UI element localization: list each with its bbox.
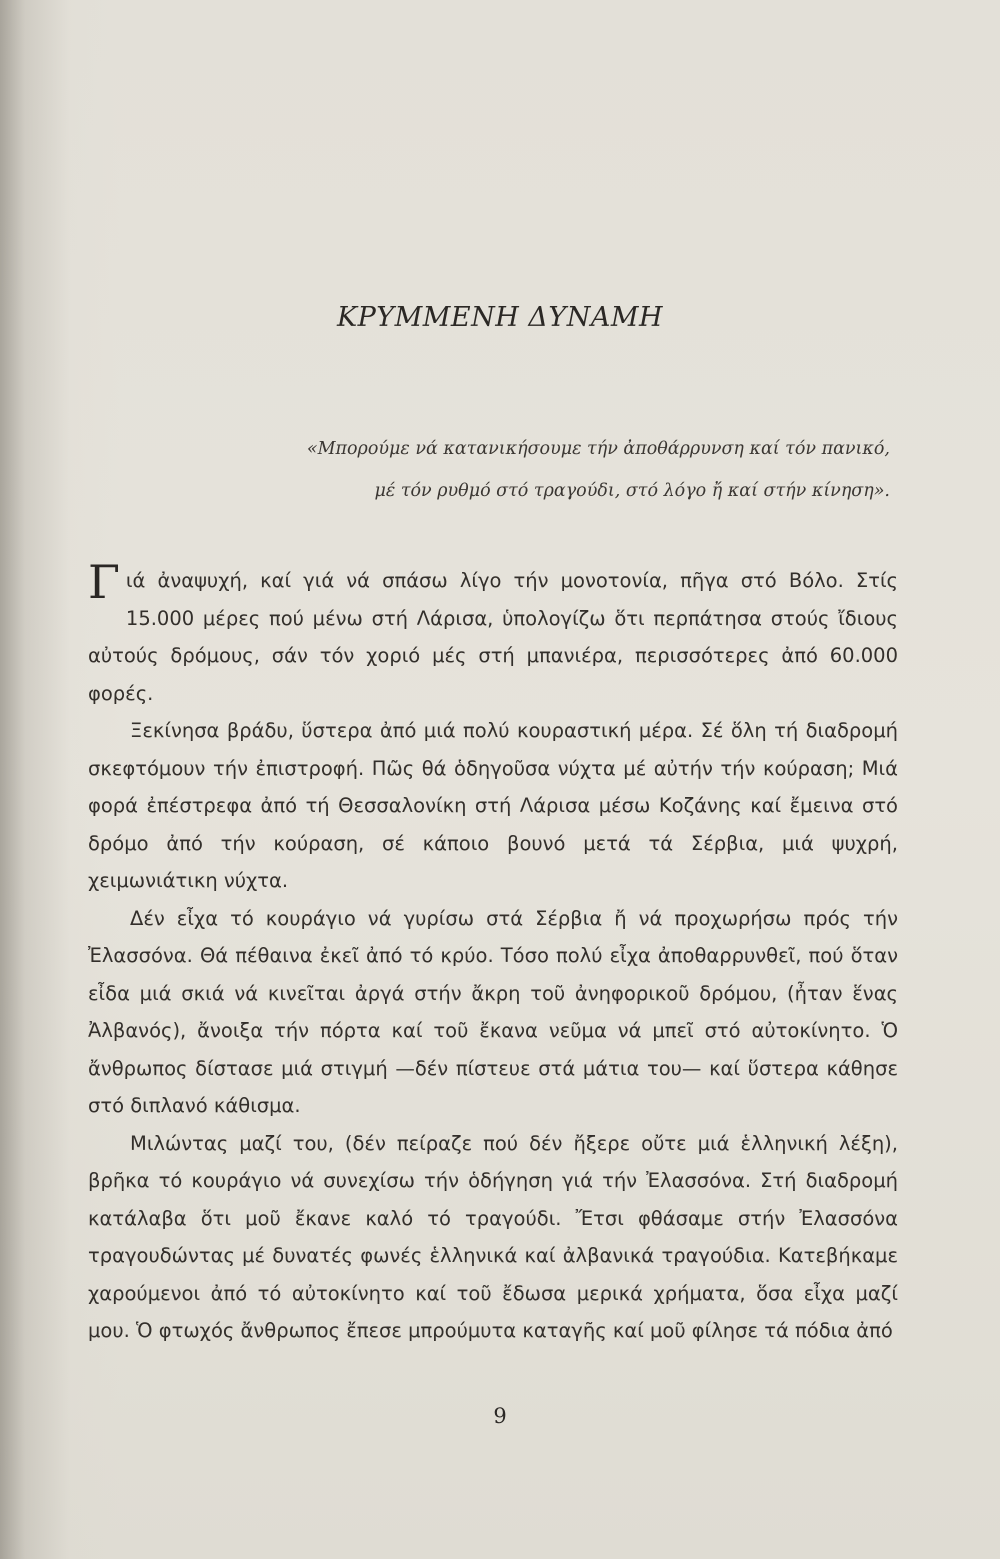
paragraph-1 (88, 555, 898, 712)
chapter-title: ΚΡΥΜΜΕΝΗ ΔΥΝΑΜΗ (336, 302, 664, 333)
paragraph-2: Ξεκίνησα βράδυ, ὕστερα ἀπό μιά πολύ κουραστική μέρα. Σέ ὅλη τή διαδρομή σκεφτόμουν τήν ἐπιστροφή. Πῶς θά ὁδηγοῦσα νύχτα μέ αὐτήν τήν κούραση; Μιά φορά ἐπέστρεφα ἀπό τή Θεσσαλονίκη στή Λάρισα μέσω Κοζάνης καί ἔμεινα στό δρόμο ἀπό τήν κούραση, σέ κάποιο βουνό μετά τά Σέρβια, μιά ψυχρή, χειμωνιάτικη νύχτα. (88, 719, 898, 892)
paragraph-3: Δέν εἶχα τό κουράγιο νά γυρίσω στά Σέρβια ἤ νά προχωρήσω πρός τήν Ἐλασσόνα. Θά πέθαινα ἐκεῖ ἀπό τό κρύο. Τόσο πολύ εἶχα ἀποθαρρυνθεῖ, πού ὅταν εἶδα μιά σκιά νά κινεῖται ἀργά στήν ἄκρη τοῦ ἀνηφορικοῦ δρόμου, (ἦταν ἕνας Ἀλβανός), ἄνοιξα τήν πόρτα καί τοῦ ἔκανα νεῦμα νά μπεῖ στό αὐτοκίνητο. Ὁ ἄνθρωπος δίστασε μιά στιγμή —δέν πίστευε στά μάτια του— καί ὕστερα κάθησε στό διπλανό κάθισμα. (88, 906, 898, 1117)
page-number: 9 (493, 1404, 507, 1428)
paragraph-4: Μιλώντας μαζί του, (δέν πείραζε πού δέν ἤξερε οὔτε μιά ἑλληνική λέξη), βρῆκα τό κουράγιο νά συνεχίσω τήν ὁδήγηση γιά τήν Ἐλασσόνα. Στή διαδρομή κατάλαβα ὅτι μοῦ ἔκανε καλό τό τραγούδι. Ἔτσι φθάσαμε στήν Ἐλασσόνα τραγουδώντας μέ δυνατές φωνές ἑλληνικά καί ἀλβανικά τραγούδια. Κατεβήκαμε χαρούμενοι ἀπό τό αὐτοκίνητο καί τοῦ ἔδωσα μερικά χρήματα, ὅσα εἶχα μαζί μου. Ὁ φτωχός ἄνθρωπος ἔπεσε μπρούμυτα καταγῆς καί μοῦ φίλησε τά πόδια ἀπό (88, 1131, 898, 1342)
body-text (88, 555, 898, 1350)
epigraph-line-2: μέ τόν ρυθμό στό τραγούδι, στό λόγο ἤ καί στήν κίνηση». (374, 481, 890, 501)
epigraph-line-1: «Μπορούμε νά κατανικήσουμε τήν ἀποθάρρυνση καί τόν πανικό, (306, 439, 890, 459)
epigraph (250, 428, 890, 512)
drop-cap: Γ (88, 555, 120, 609)
paragraph-1-text: ιά ἀναψυχή, καί γιά νά σπάσω λίγο τήν μονοτονία, πῆγα στό Βόλο. Στίς 15.000 μέρες πού μένω στή Λάρισα, ὑπολογίζω ὅτι περπάτησα στούς ἴδιους αὐτούς δρόμους, σάν τόν χοριό μές στή μπανιέρα, περισσότερες ἀπό 60.000 φορές. (88, 569, 898, 705)
